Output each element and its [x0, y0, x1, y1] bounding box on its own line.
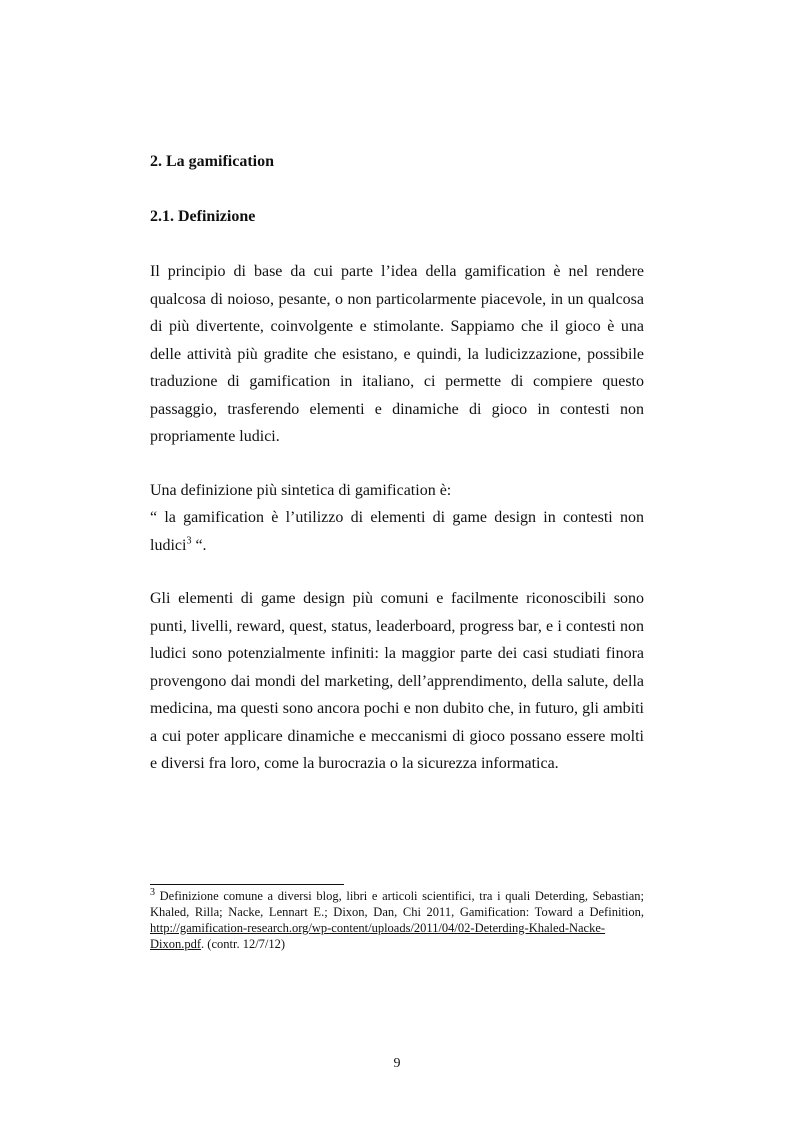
- paragraph-principle: Il principio di base da cui parte l’idea della gamification è nel rendere qualcosa di noioso, pesante, o non particolarmente piacevole, in un qualcosa di più divertente, coinvolgente e stimolante. Sappiamo che il gioco è una delle attività più gradite che esistano, e quindi, la ludicizzazione, possibile traduzione di gamification in italiano, ci permette di compiere questo passaggio, trasferendo elementi e dinamiche di gioco in contesti non propriamente ludici.: [150, 263, 644, 445]
- definition-quote-text: “ la gamification è l’utilizzo di elementi di game design in contesti non ludici: [150, 509, 644, 554]
- paragraph-elements: Gli elementi di game design più comuni e facilmente riconoscibili sono punti, livelli, reward, quest, status, leaderboard, progress bar, e i contesti non ludici sono potenzialmente infiniti: la maggior parte dei casi studiati finora provengono dai mondi del marketing, dell’apprendimento, della salute, della medicina, ma questi sono ancora pochi e non dubito che, in futuro, gli ambiti a cui poter applicare dinamiche e meccanismi di gioco possano essere molti e diversi fra loro, come la burocrazia o la sicurezza informatica.: [150, 590, 644, 772]
- definition-quote: [150, 504, 644, 559]
- definition-intro: Una definizione più sintetica di gamification è:: [150, 481, 452, 499]
- paragraph-spacer: [150, 451, 644, 477]
- footnote: [150, 888, 644, 952]
- paragraph-spacer: [150, 559, 644, 585]
- footnote-text: Definizione comune a diversi blog, libri e articoli scientifici, tra i quali Deterding, Sebastian; Khaled, Rilla; Nacke, Lennart E.; Dixon, Dan, Chi 2011, Gamification: Toward a Definition,: [150, 889, 644, 919]
- page-number: 9: [393, 1056, 401, 1071]
- chapter-heading: 2. La gamification: [150, 153, 274, 170]
- footnote-number: 3: [150, 886, 155, 898]
- page-body: [150, 148, 644, 778]
- footnote-separator: [150, 884, 344, 885]
- section-heading: 2.1. Definizione: [150, 208, 256, 225]
- footnote-link[interactable]: http://gamification-research.org/wp-content/uploads/2011/04/02-Deterding-Khaled-Nacke-Dixon.pdf: [150, 921, 606, 951]
- definition-quote-end: “.: [191, 536, 207, 554]
- footnote-reference[interactable]: 3: [186, 535, 192, 547]
- footnote-suffix: . (contr. 12/7/12): [201, 937, 286, 951]
